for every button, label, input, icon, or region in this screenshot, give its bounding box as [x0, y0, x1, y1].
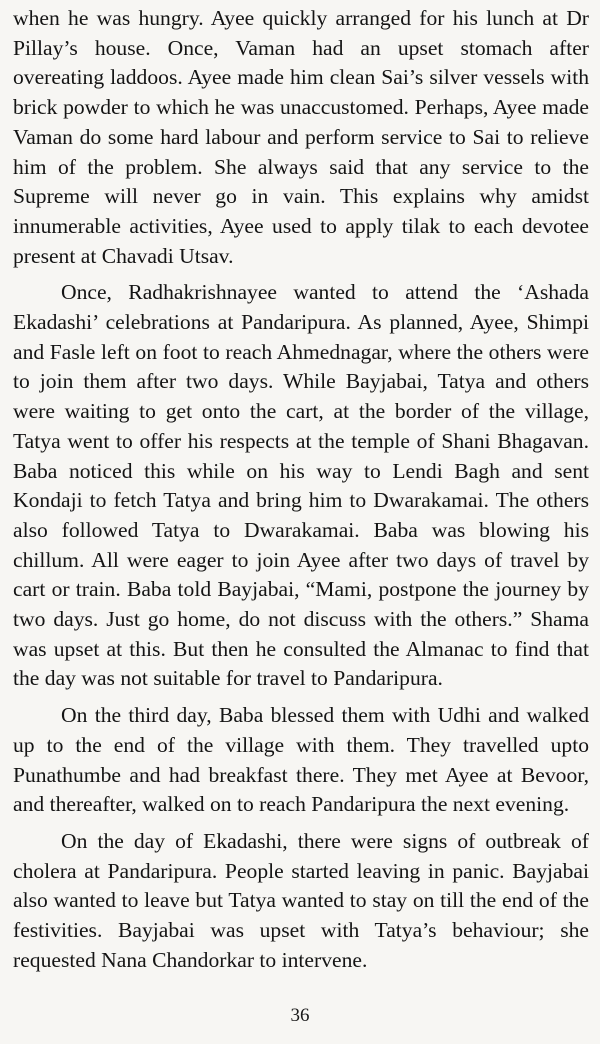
body-text [13, 4, 589, 983]
paragraph-cholera: On the day of Ekadashi, there were signs of outbreak of cholera at Pandaripura. People started leaving in panic. Bayjabai also wanted to leave but Tatya wanted to stay on till the end of the festivities. Bayjabai was upset with Tatya’s behaviour; she requested Nana Chandorkar to intervene. [13, 828, 589, 972]
page-number: 36 [290, 1005, 310, 1026]
paragraph-third-day: On the third day, Baba blessed them with Udhi and walked up to the end of the village with them. They travelled upto Punathumbe and had breakfast there. They met Ayee at Bevoor, and thereafter, walked on to reach Pandaripura the next evening. [13, 703, 589, 817]
paragraph-continued: when he was hungry. Ayee quickly arranged for his lunch at Dr Pillay’s house. Once, Vaman had an upset stomach after overeating laddoos. Ayee made him clean Sai’s silver vessels with brick powder to which he was unaccustomed. Perhaps, Ayee made Vaman do some hard labour and perform service to Sai to relieve him of the problem. She always said that any service to the Supreme will never go in vain. This explains why amidst innumerable activities, Ayee used to apply tilak to each devotee present at Chavadi Utsav. [13, 6, 589, 268]
paragraph-ashada-ekadashi: Once, Radhakrishnayee wanted to attend the ‘Ashada Ekadashi’ celebrations at Pandaripura. As planned, Ayee, Shimpi and Fasle left on foot to reach Ahmednagar, where the others were to join them after two days. While Bayjabai, Tatya and others were waiting to get onto the cart, at the border of the village, Tatya went to offer his respects at the temple of Shani Bhagavan. Baba noticed this while on his way to Lendi Bagh and sent Kondaji to fetch Tatya and bring him to Dwarakamai. The others also followed Tatya to Dwarakamai. Baba was blowing his chillum. All were eager to join Ayee after two days of travel by cart or train. Baba told Bayjabai, “Mami, postpone the journey by two days. Just go home, do not discuss with the others.” Shama was upset at this. But then he consulted the Almanac to find that the day was not suitable for travel to Pandaripura. [13, 280, 589, 691]
